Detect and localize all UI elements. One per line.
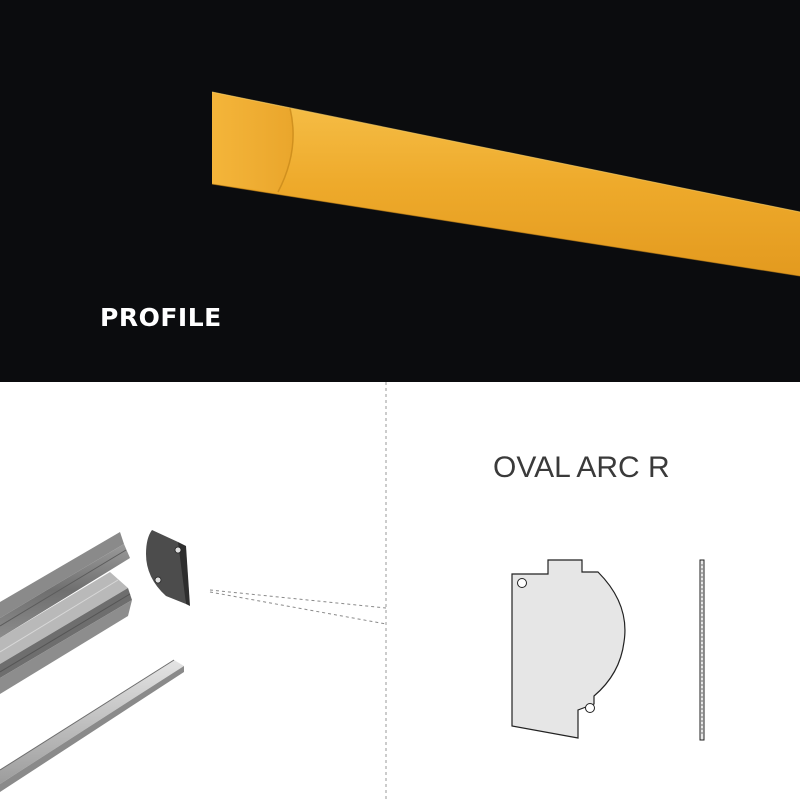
leader-line-top bbox=[210, 590, 386, 608]
diffuser-strip bbox=[0, 660, 184, 792]
product-name: OVAL ARC R bbox=[493, 451, 670, 484]
detail-section bbox=[0, 382, 800, 800]
technical-drawings bbox=[0, 382, 800, 800]
lit-profile-bar bbox=[212, 92, 800, 276]
aluminium-profile bbox=[0, 532, 132, 694]
hero-banner bbox=[0, 0, 800, 382]
endcap-front-drawing bbox=[512, 560, 625, 738]
profile-label: PROFILE bbox=[100, 303, 222, 332]
endcap-side-drawing bbox=[700, 560, 704, 740]
lit-profile-endcap bbox=[212, 92, 293, 192]
leader-line-bottom bbox=[210, 592, 386, 624]
endcap-3d bbox=[146, 530, 190, 606]
